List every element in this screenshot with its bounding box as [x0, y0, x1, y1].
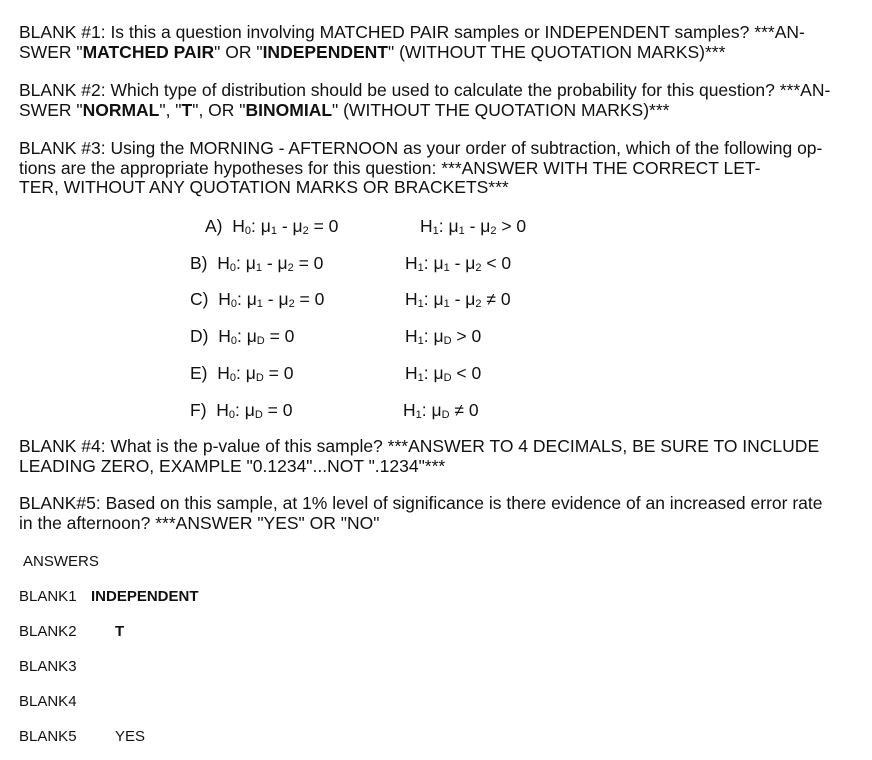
- blank4-line1: BLANK #4: What is the p-value of this sample? ***ANSWER TO 4 DECIMALS, BE SURE TO INCLUDE: [19, 436, 820, 456]
- option-f-h1: $H_1$: $\mu_D \ne 0$: [403, 400, 479, 421]
- option-d-h1: $H_1$: $\mu_D > 0$: [405, 326, 482, 347]
- answer-label-3: BLANK3: [19, 658, 77, 675]
- option-a-h1: $H_1$: $\mu_1 - \mu_2 > 0$: [420, 216, 527, 237]
- blank5-line1: BLANK#5: Based on this sample, at 1% level of significance is there evidence of an increased error rate: [19, 493, 823, 513]
- answer-value-2[interactable]: T: [115, 623, 125, 640]
- answer-label-2: BLANK2: [19, 623, 77, 640]
- normal-option: NORMAL: [82, 99, 160, 120]
- option-f-h0: F) $H_0$: $\mu_D = 0$: [190, 400, 293, 421]
- blank1-question: [19, 23, 865, 62]
- blank5-line2: in the afternoon? ***ANSWER "YES" OR "NO": [19, 512, 380, 533]
- option-b-h0: B) $H_0$: $\mu_1 - \mu_2 = 0$: [190, 253, 324, 274]
- option-e-h1: $H_1$: $\mu_D < 0$: [405, 363, 482, 384]
- blank3-line2: tions are the appropriate hypotheses for this question: ***ANSWER WITH THE CORRECT LET-: [19, 157, 761, 178]
- option-c-h0: C) $H_0$: $\mu_1 - \mu_2 = 0$: [190, 289, 325, 310]
- blank4-line2: LEADING ZERO, EXAMPLE "0.1234"...NOT ".1234"***: [19, 455, 446, 476]
- matched-pair-option: MATCHED PAIR: [82, 41, 215, 62]
- blank2-question: [19, 81, 865, 120]
- blank5-question: [19, 494, 865, 533]
- blank2-line2: SWER "NORMAL", "T", OR "BINOMIAL" (WITHOUT THE QUOTATION MARKS)***: [19, 99, 670, 120]
- blank1-line1: BLANK #1: Is this a question involving MATCHED PAIR samples or INDEPENDENT samples? ***AN-: [19, 22, 805, 42]
- answers-heading: ANSWERS: [23, 553, 99, 570]
- blank3-line3: TER, WITHOUT ANY QUOTATION MARKS OR BRACKETS***: [19, 177, 509, 197]
- answer-label-4: BLANK4: [19, 693, 77, 710]
- blank1-line2: SWER "MATCHED PAIR" OR "INDEPENDENT" (WITHOUT THE QUOTATION MARKS)***: [19, 41, 726, 62]
- option-a-h0: A) $H_0$: $\mu_1 - \mu_2 = 0$: [205, 216, 339, 237]
- blank3-question: [19, 139, 865, 198]
- answer-value-1[interactable]: INDEPENDENT: [91, 588, 199, 605]
- independent-option: INDEPENDENT: [262, 41, 388, 62]
- option-e-h0: E) $H_0$: $\mu_D = 0$: [190, 363, 294, 384]
- binomial-option: BINOMIAL: [245, 99, 333, 120]
- answer-label-5: BLANK5: [19, 728, 77, 745]
- blank2-line1: BLANK #2: Which type of distribution should be used to calculate the probability for this question? ***AN-: [19, 80, 831, 100]
- option-d-h0: D) $H_0$: $\mu_D = 0$: [190, 326, 295, 347]
- answer-label-1: BLANK1: [19, 588, 77, 605]
- answer-value-5[interactable]: YES: [115, 728, 146, 745]
- option-c-h1: $H_1$: $\mu_1 - \mu_2 \ne 0$: [405, 289, 511, 310]
- blank4-question: [19, 437, 865, 476]
- blank3-line1: BLANK #3: Using the MORNING - AFTERNOON as your order of subtraction, which of the following op-: [19, 138, 823, 158]
- option-b-h1: $H_1$: $\mu_1 - \mu_2 < 0$: [405, 253, 512, 274]
- t-option: T: [181, 99, 193, 120]
